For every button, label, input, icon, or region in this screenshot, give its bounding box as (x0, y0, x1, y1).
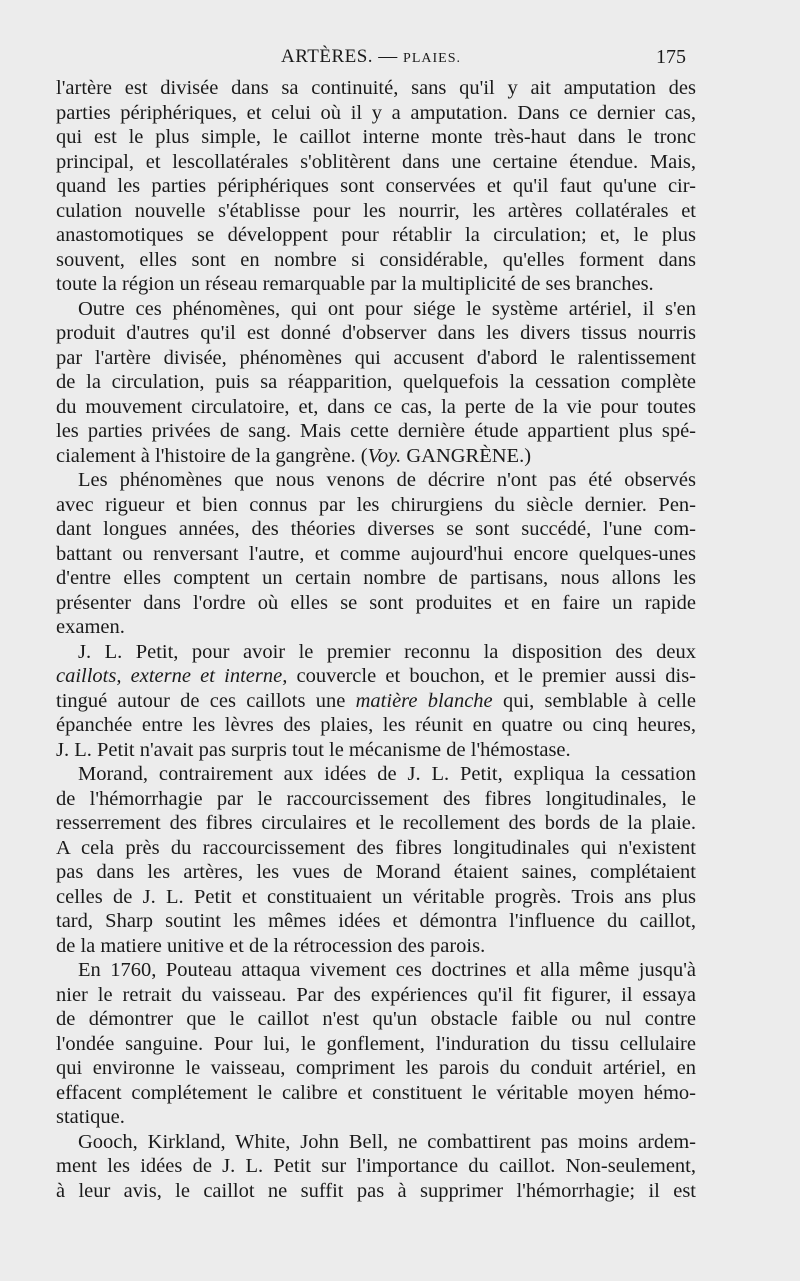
text-line: culation nouvelle s'établisse pour les nourrir, les artères collatérales et (56, 199, 696, 222)
text-segment-smallcaps: GANGRÈNE.) (401, 444, 532, 467)
text-line: qui est le plus simple, le caillot interne monte très-haut dans le tronc (56, 126, 696, 148)
text-segment: tingué autour de ces caillots une (56, 689, 356, 712)
text-line (56, 664, 696, 689)
text-segment-italic: matière blanche (355, 689, 493, 712)
text-line: dant longues années, des théories diverses se sont succédé, l'une com- (56, 518, 696, 540)
text-line: Gooch, Kirkland, White, John Bell, ne combattirent pas moins ardem- (78, 1130, 696, 1153)
text-line: pas dans les artères, les vues de Morand étaient saines, complétaient (56, 861, 696, 883)
text-line: qui environne le vaisseau, compriment les parois du conduit artériel, en (56, 1057, 696, 1079)
text-line: d'entre elles comptent un certain nombre de partisans, nous allons les (56, 567, 696, 589)
text-line: avec rigueur et bien connus par les chirurgiens du siècle dernier. Pen- (56, 493, 696, 516)
text-line: présenter dans l'ordre où elles se sont produites et en faire un rapide (56, 591, 696, 614)
text-line: resserrement des fibres circulaires et le recollement des bords de la plaie. (56, 812, 696, 834)
text-line: nier le retrait du vaisseau. Par des expériences qu'il fit figurer, il essaya (56, 983, 696, 1006)
text-line: du mouvement circulatoire, et, dans ce cas, la perte de la vie pour toutes (56, 395, 696, 418)
text-line: Les phénomènes que nous venons de décrire n'ont pas été observés (78, 469, 696, 491)
text-line: A cela près du raccourcissement des fibres longitudinales qui n'existent (56, 836, 696, 859)
text-line: toute la région un réseau remarquable par la multiplicité de ses branches. (56, 273, 654, 295)
text-line: J. L. Petit, pour avoir le premier reconnu la disposition des deux (78, 640, 696, 663)
text-line: quand les parties périphériques sont conservées et qu'il faut qu'une cir- (56, 175, 696, 197)
text-line: effacent complétement le calibre et constituent le véritable moyen hémo- (56, 1081, 696, 1104)
text-line: J. L. Petit n'avait pas surpris tout le mécanisme de l'hémostase. (56, 738, 571, 761)
running-title-separator: — (378, 46, 398, 67)
text-line: parties périphériques, et celui où il y a amputation. Dans ce dernier cas, (56, 101, 696, 124)
text-line: statique. (56, 1106, 125, 1128)
text-segment-italic: Voy. (367, 444, 402, 467)
text-line: En 1760, Pouteau attaqua vivement ces doctrines et alla même jusqu'à (78, 959, 696, 981)
text-line: de la matiere unitive et de la rétrocession des parois. (56, 934, 486, 957)
page-number: 175 (656, 46, 686, 68)
text-line (56, 444, 696, 469)
text-segment: couvercle et bouchon, et le premier aussi dis- (287, 665, 696, 687)
text-line: principal, et lescollatérales s'oblitèrent dans une certaine étendue. Mais, (56, 150, 696, 173)
text-line: l'ondée sanguine. Pour lui, le gonflement, l'induration du tissu cellulaire (56, 1032, 696, 1055)
text-line: l'artère est divisée dans sa continuité, sans qu'il y ait amputation des (56, 77, 696, 99)
page-header (56, 46, 686, 70)
text-line: celles de J. L. Petit et constituaient un véritable progrès. Trois ans plus (56, 885, 696, 908)
text-line: Outre ces phénomènes, qui ont pour siége le système artériel, il s'en (78, 297, 696, 320)
text-line: ment les idées de J. L. Petit sur l'importance du caillot. Non-seulement, (56, 1155, 696, 1177)
running-title-main: ARTÈRES. (280, 46, 374, 67)
text-line: de la circulation, puis sa réapparition, quelquefois la cessation complète (56, 371, 696, 393)
text-line: anastomotiques se développent pour rétablir la circulation; et, le plus (56, 224, 696, 246)
text-line: souvent, elles sont en nombre si considérable, qu'elles forment dans (56, 248, 696, 271)
text-line: épanchée entre les lèvres des plaies, les réunit en quatre ou cinq heures, (56, 714, 696, 736)
text-line: de l'hémorrhagie par le raccourcissement des fibres longitudinales, le (56, 787, 696, 810)
text-line: tard, Sharp soutint les mêmes idées et démontra l'influence du caillot, (56, 910, 696, 932)
body-text (56, 76, 696, 1203)
text-line: produit d'autres qu'il est donné d'observer dans les divers tissus nourris (56, 322, 696, 344)
text-segment: cialement à l'histoire de la gangrène. ( (56, 444, 368, 467)
text-line: par l'artère divisée, phénomènes qui accusent d'abord le ralentissement (56, 346, 696, 369)
running-title (56, 46, 686, 68)
text-line (56, 689, 696, 714)
running-title-sub: PLAIES. (403, 51, 461, 66)
text-segment-italic: caillots, externe et interne, (56, 665, 288, 687)
text-line: de démontrer que le caillot n'est qu'un obstacle faible ou nul contre (56, 1008, 696, 1030)
text-line: examen. (56, 616, 125, 638)
text-line: Morand, contrairement aux idées de J. L. Petit, expliqua la cessation (78, 763, 696, 785)
text-line: les parties privées de sang. Mais cette dernière étude appartient plus spé- (56, 420, 696, 442)
text-line: à leur avis, le caillot ne suffit pas à supprimer l'hémorrhagie; il est (56, 1179, 696, 1202)
text-segment: qui, semblable à celle (492, 689, 697, 712)
text-line: battant ou renversant l'autre, et comme aujourd'hui encore quelques-unes (56, 542, 696, 565)
